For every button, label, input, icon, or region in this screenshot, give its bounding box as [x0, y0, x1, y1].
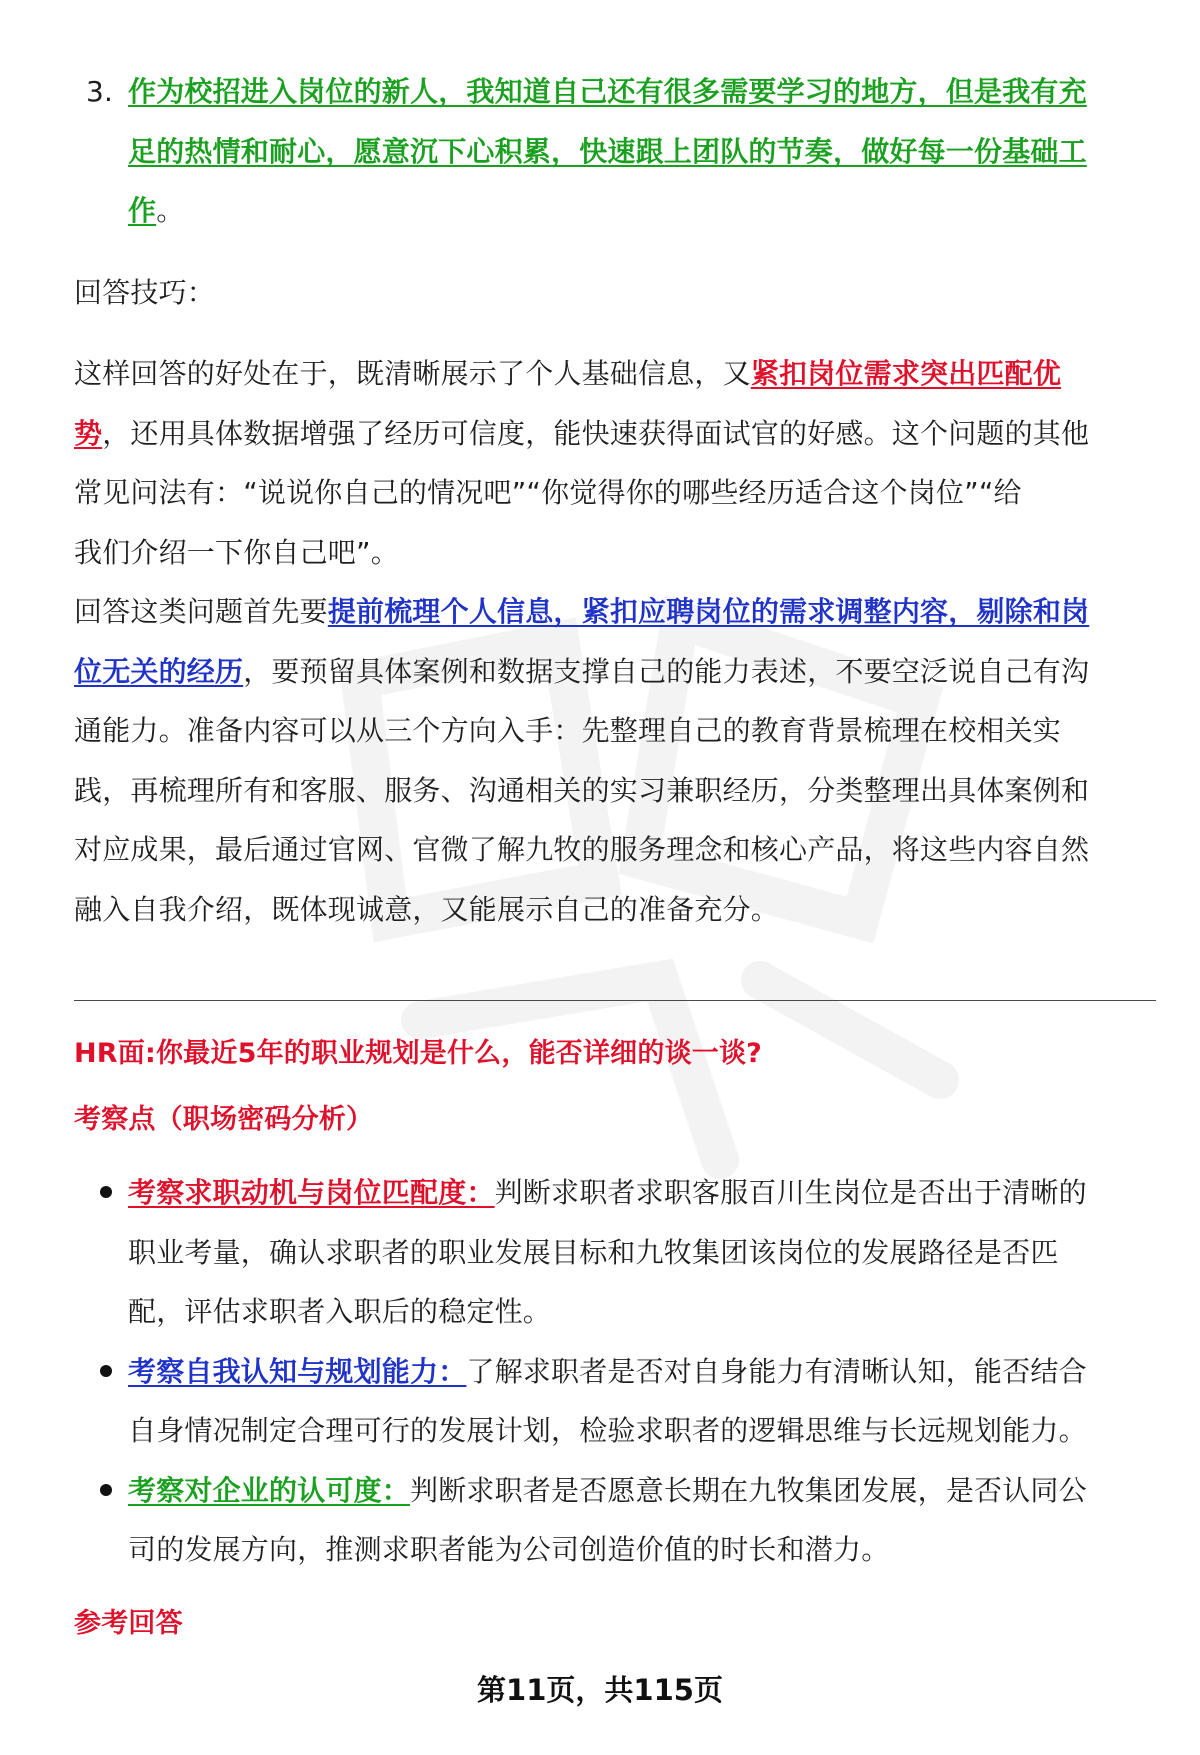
tips-paragraph1-line3: 常见问法有：“说说你自己的情况吧”“你觉得你的哪些经历适合这个岗位”“给	[74, 476, 1022, 509]
bullet-item-1-line1: 考察求职动机与岗位匹配度：判断求职者求职客服百川生岗位是否出于清晰的	[74, 1163, 1146, 1223]
bullet-dot	[100, 1365, 112, 1377]
bullet-item-1-line2: 职业考量，确认求职者的职业发展目标和九牧集团该岗位的发展路径是否匹	[128, 1235, 1059, 1269]
bullet-item-3-line2: 司的发展方向，推测求职者能为公司创造价值的时长和潜力。	[128, 1533, 890, 1566]
points-heading: 考察点（职场密码分析）	[74, 1103, 374, 1135]
tips-paragraph1-line2: 势，还用具体数据增强了经历可信度，能快速获得面试官的好感。这个问题的其他	[74, 416, 1090, 450]
bullet-item-3-line1: 考察对企业的认可度：判断求职者是否愿意长期在九牧集团发展，是否认同公	[74, 1461, 1146, 1521]
page-footer: 第11页，共115页	[477, 1673, 723, 1707]
tips-paragraph1-line1: 这样回答的好处在于，既清晰展示了个人基础信息，又紧扣岗位需求突出匹配优	[74, 357, 1062, 390]
tips-paragraph2-line3: 通能力。准备内容可以从三个方向入手：先整理自己的教育背景梳理在校相关实	[74, 714, 1062, 747]
list-item-3-line2: 足的热情和耐心，愿意沉下心积累，快速跟上团队的节奏，做好每一份基础工	[128, 134, 1087, 168]
list-number: 3.	[86, 75, 114, 108]
bullet-item-1-line3: 配，评估求职者入职后的稳定性。	[128, 1295, 552, 1328]
hr-question: HR面:你最近5年的职业规划是什么，能否详细的谈一谈?	[74, 1038, 763, 1069]
answer-heading: 参考回答	[74, 1607, 183, 1639]
bullet-dot	[100, 1484, 112, 1496]
tips-paragraph2-line2: 位无关的经历，要预留具体案例和数据支撑自己的能力表述，不要空泛说自己有沟	[74, 654, 1090, 688]
tips-heading: 回答技巧：	[74, 275, 216, 309]
list-item-3-line1: 3. 作为校招进入岗位的新人，我知道自己还有很多需要学习的地方，但是我有充	[74, 62, 1146, 122]
section-divider	[74, 1000, 1156, 1001]
hr-section	[74, 1024, 1146, 1653]
tips-paragraph2-line6: 融入自我介绍，既体现诚意，又能展示自己的准备充分。	[74, 892, 780, 926]
document-page	[74, 62, 1146, 939]
bullet-dot	[100, 1186, 112, 1198]
tips-paragraph1-line4: 我们介绍一下你自己吧”。	[74, 535, 399, 569]
tips-paragraph2-line1: 回答这类问题首先要提前梳理个人信息，紧扣应聘岗位的需求调整内容，剔除和岗	[74, 595, 1090, 628]
list-item-3-line3: 作。	[128, 194, 185, 227]
tips-paragraph2-line4: 践，再梳理所有和客服、服务、沟通相关的实习兼职经历，分类整理出具体案例和	[74, 773, 1090, 807]
tips-paragraph2-line5: 对应成果，最后通过官网、官微了解九牧的服务理念和核心产品，将这些内容自然	[74, 833, 1090, 866]
bullet-item-2-line1: 考察自我认知与规划能力：了解求职者是否对自身能力有清晰认知，能否结合	[74, 1342, 1146, 1402]
bullet-item-2-line2: 自身情况制定合理可行的发展计划，检验求职者的逻辑思维与长远规划能力。	[128, 1414, 1087, 1447]
